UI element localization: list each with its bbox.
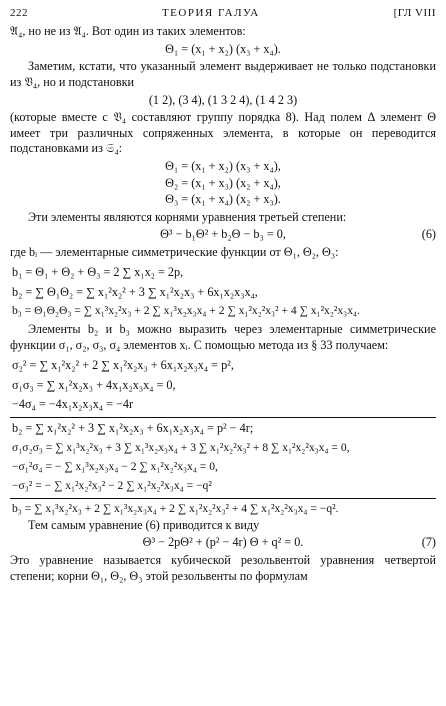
equation-block	[10, 159, 436, 208]
equation-line: −σ₁²σ₄ = − ∑ x₁³x₂x₃x₄ − 2 ∑ x₁²x₂²x₃x₄ = 0,	[12, 459, 218, 473]
paragraph: Тем самым уравнение (6) приводится к виду	[28, 517, 260, 532]
text-line: 𝔄₄, но не из 𝔄₄. Вот один из таких элементов:	[10, 24, 246, 39]
equation-block	[10, 356, 436, 415]
equation-block	[10, 263, 436, 321]
equation-line: b₂ = ∑ x₁²x₂² + 3 ∑ x₁²x₂x₃ + 6x₁x₂x₃x₄ = p² − 4r;	[12, 421, 254, 436]
equation-line: σ₂² = ∑ x₁²x₂² + 2 ∑ x₁²x₂x₃ + 6x₁x₂x₃x₄ = p²,	[12, 357, 234, 372]
equation-number: (6)	[421, 227, 436, 242]
paragraph: где bᵢ — элементарные симметрические функции от Θ₁, Θ₂, Θ₃:	[10, 245, 339, 259]
equation-line: σ₁σ₂σ₃ = ∑ x₁³x₂²x₃ + 3 ∑ x₁³x₂x₃x₄ + 3 ∑ x₁²x₂²x₃² + 8 ∑ x₁²x₂²x₃x₄ = 0,	[12, 440, 350, 454]
equation-block	[10, 439, 436, 495]
paragraph: Заметим, кстати, что указанный элемент выдерживает не только подстановки из 𝔙₄, но и подстановки	[10, 59, 436, 89]
equation-line: Θ₁ = (x₁ + x₂) (x₃ + x₄),	[165, 158, 281, 173]
paragraph: Эти элементы являются корнями уравнения третьей степени:	[28, 209, 347, 224]
divider-rule	[10, 417, 436, 418]
equation-line: −4σ₄ = −4x₁x₂x₃x₄ = −4r	[12, 397, 134, 412]
running-header	[10, 6, 436, 20]
divider-rule	[10, 498, 436, 499]
equation-text: Θ³ − b₁Θ² + b₂Θ − b₃ = 0,	[160, 227, 286, 242]
equation: Θ₁ = (x₁ + x₂) (x₃ + x₄).	[165, 41, 281, 56]
equation-line: b₃ = ∑ x₁³x₂²x₃ + 2 ∑ x₁³x₂x₃x₄ + 2 ∑ x₁²x₂²x₃² + 4 ∑ x₁²x₂²x₃x₄ = −q².	[12, 501, 339, 515]
paragraph: Это уравнение называется кубической резольвентой уравнения четвертой степени; корни Θ₁, Θ₂, Θ₃ этой резольвенты по формулам	[10, 552, 436, 583]
numbered-equation	[10, 227, 436, 243]
equation-line: b₃ = Θ₁Θ₂Θ₃ = ∑ x₁³x₂²x₃ + 2 ∑ x₁³x₂x₃x₄ + 2 ∑ x₁²x₂²x₃² + 4 ∑ x₁²x₂²x₃x₄.	[12, 304, 360, 318]
equation-line: b₂ = ∑ Θ₁Θ₂ = ∑ x₁²x₂² + 3 ∑ x₁²x₂x₃ + 6x₁x₂x₃x₄,	[12, 284, 258, 299]
page-number: 222	[10, 7, 28, 19]
equation-line: b₁ = Θ₁ + Θ₂ + Θ₃ = 2 ∑ x₁x₂ = 2p,	[12, 264, 184, 279]
equation-line: −σ₃² = − ∑ x₁²x₂²x₃² − 2 ∑ x₁²x₂²x₃x₄ = −q²	[12, 478, 212, 492]
equation-line: Θ₂ = (x₁ + x₃) (x₂ + x₄),	[165, 175, 281, 190]
equation: (1 2), (3 4), (1 3 2 4), (1 4 2 3)	[148, 92, 298, 107]
equation-text: Θ³ − 2pΘ² + (p² − 4r) Θ + q² = 0.	[142, 535, 304, 550]
chapter-label: [ГЛ VIII	[393, 7, 436, 19]
paragraph: Элементы b₂ и b₃ можно выразить через элементарные симметрические функции σ₁, σ₂, σ₃, σ₄ элементов xᵢ. С помощью метода из § 33 получаем:	[10, 322, 436, 352]
equation-line: Θ₃ = (x₁ + x₄) (x₂ + x₃).	[165, 192, 281, 207]
paragraph: (которые вместе с 𝔙₄ составляют группу порядка 8). Над полем Δ элемент Θ имеет три различных сопряженных элемента, в которые он переводится подстановками из 𝔖₄:	[10, 110, 436, 156]
equation-line: σ₁σ₃ = ∑ x₁²x₂x₃ + 4x₁x₂x₃x₄ = 0,	[12, 377, 176, 392]
equation-number: (7)	[421, 535, 436, 550]
running-title: ТЕОРИЯ ГАЛУА	[161, 7, 260, 19]
numbered-equation	[10, 535, 436, 551]
